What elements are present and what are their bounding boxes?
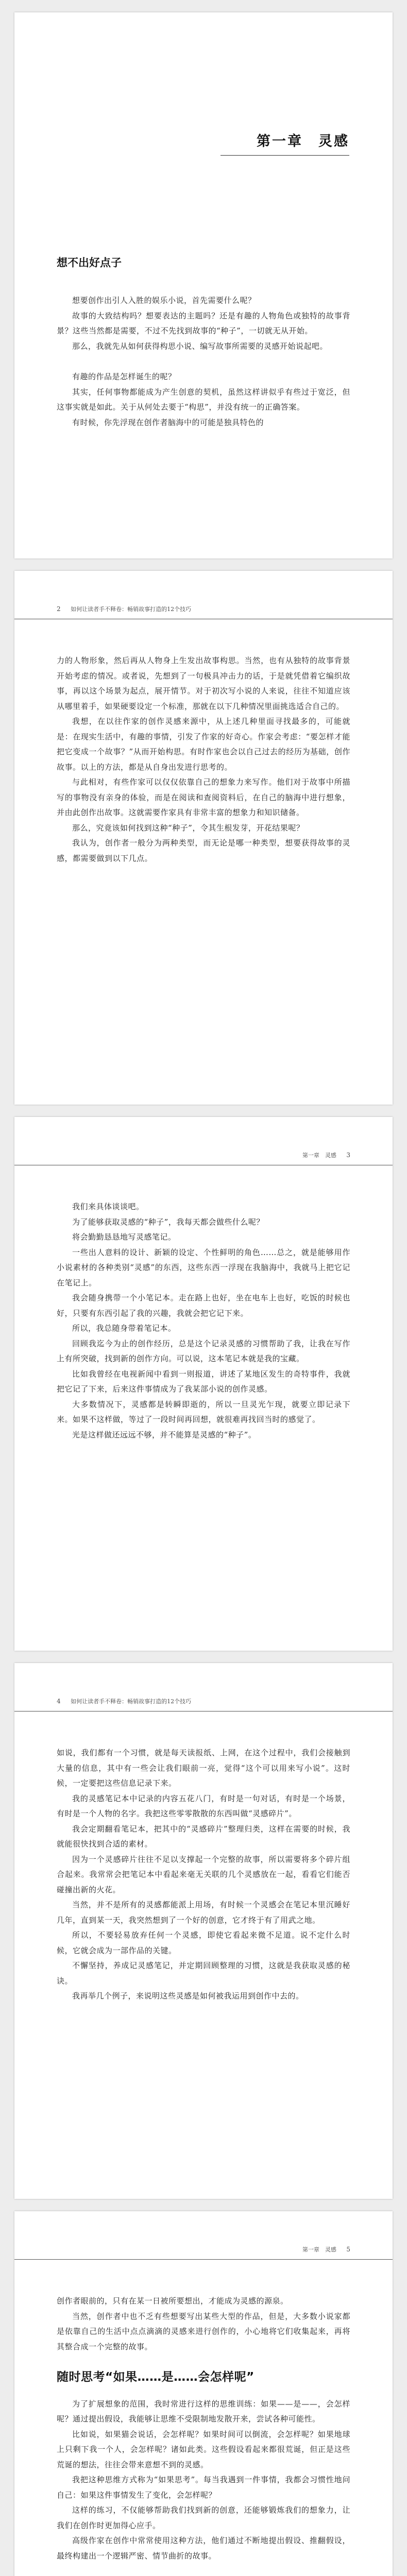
running-header-title: 第一章 灵感 [302,2246,336,2253]
page-number: 5 [346,2246,350,2253]
body-text [57,293,350,430]
paragraph: 力的人物形象，然后再从人物身上生发出故事构思。当然，也有从独特的故事背景开始考虑的情况。或者说，先想到了一句极具冲击力的话，于是就凭借着它编织故事，再以这个场景为起点，展开情节。对于初次写小说的人来说，往往不知道应该从哪里着手，如果硬要设定一个标准，那就在以下几种情况里面挑选适合自己的。 [57,656,350,711]
section-heading: 想不出好点子 [57,257,122,269]
paragraph: 高级作家在创作中常常使用这种方法，他们通过不断地提出假设、推翻假设，最终构建出一个逻辑严密、情节曲折的故事。 [57,2536,350,2561]
page-number: 3 [346,1151,350,1159]
body-text [57,1745,350,2004]
running-header [14,1697,393,1711]
running-header-title: 第一章 灵感 [302,1152,336,1159]
book-page-5 [14,2211,393,2576]
paragraph: 为了扩展想象的范围，我时常进行这样的思维训练：如果——是——，会怎样呢？通过提出假设，我能够让思维不受限制地发散开来，尝试各种可能性。 [57,2399,350,2424]
body-text [57,1199,350,1443]
chapter-title-block [221,130,349,156]
paragraph: 回顾我迄今为止的创作经历，总是这个记录灵感的习惯帮助了我，让我在写作上有所突破，找到新的创作方向。可以说，这本笔记本就是我的宝藏。 [57,1338,350,1363]
paragraph: 光是这样做还远远不够，并不能算是灵感的“种子”。 [72,1430,257,1439]
paragraph: 为了能够获取灵感的“种子”，我每天都会做些什么呢？ [72,1217,264,1227]
paragraph: 当然，并不是所有的灵感都能派上用场，有时候一个灵感会在笔记本里沉睡好几年，直到某一天，我突然想到了一个好的创意，它才终于有了用武之地。 [57,1900,350,1925]
book-page-3 [14,1117,393,1651]
chapter-title: 第一章 灵感 [257,133,349,149]
paragraph: 创作者眼前的，只有在某一日被所要想出，才能成为灵感的源泉。 [57,2296,289,2306]
paragraph: 那么，我就先从如何获得构思小说、编写故事所需要的灵感开始说起吧。 [72,341,328,351]
paragraph: 有时候，你先浮现在创作者脑海中的可能是独具特色的 [72,417,264,427]
paragraph: 大多数情况下，灵感都是转瞬即逝的，所以一旦灵光乍现，就要立即记录下来。如果不这样做，等过了一段时间再回想，就很难再找回当时的感觉了。 [57,1399,350,1424]
paragraph: 比如说，如果猫会说话，会怎样呢？如果时间可以倒流，会怎样呢？如果地球上只剩下我一个人，会怎样呢？诸如此类。这些假设看起来都很荒诞，但正是这些荒诞的想法，往往会带来意想不到的灵感。 [57,2429,350,2469]
paragraph: 如说，我们都有一个习惯，就是每天读报纸、上网，在这个过程中，我们会接触到大量的信息，其中有一些会让我们眼前一亮，觉得“这个可以用来写小说”。这时候，一定要把这些信息记录下来。 [57,1748,350,1788]
paragraph: 那么，究竟该如何找到这种“种子”，令其生根发芽，开花结果呢？ [72,823,304,833]
paragraph: 我再举几个例子，来说明这些灵感是如何被我运用到创作中去的。 [72,1991,304,2001]
paragraph: 我会定期翻看笔记本，把其中的“灵感碎片”整理归类，这样在需要的时候，我就能很快找到合适的素材。 [57,1824,350,1849]
paragraph: 因为一个灵感碎片往往不足以支撑起一个完整的故事，所以需要将多个碎片组合起来。我常常会把笔记本中看起来毫无关联的几个灵感放在一起，看看它们能否碰撞出新的火花。 [57,1854,350,1894]
paragraph: 所以，我总随身带着笔记本。 [72,1324,176,1333]
paragraph: 我的灵感笔记本中记录的内容五花八门，有时是一句对话，有时是一个场景，有时是一个人物的名字。我把这些零零散散的东西叫做“灵感碎片”。 [57,1793,350,1818]
running-header-title: 如何让读者手不释卷：畅销故事打造的12个技巧 [71,606,192,613]
paragraph: 与此相对，有些作家可以仅仅依靠自己的想象力来写作。他们对于故事中所描写的事物没有亲身的体验，而是在阅读和查阅资料后，在自己的脑海中进行想象，并由此创作出故事。这就需要作家具有非常丰富的想象力和知识储备。 [57,777,350,817]
paragraph: 我们来具体谈谈吧。 [72,1202,144,1211]
page-number: 2 [57,605,61,613]
paragraph: 我认为，创作者一般分为两种类型，而无论是哪一种类型，想要获得故事的灵感，都需要做到以下几点。 [57,838,350,863]
paragraph: 将会勤勤恳恳地写灵感笔记。 [72,1232,176,1242]
book-page-4 [14,1663,393,2199]
running-header [14,605,393,619]
page-number: 4 [57,1698,61,1705]
paragraph: 我想，在以往作家的创作灵感来源中，从上述几种里面寻找最多的，可能就是：在现实生活中，有趣的事情，引发了作家的好奇心。作家会考虑：“要怎样才能把它变成一个故事？”从而开始构思。有时作家也会以自己过去的经历为基础，创作故事。以上的方法，都是从自身出发进行思考的。 [57,717,350,772]
paragraph: 想要创作出引人入胜的娱乐小说，首先需要什么呢？ [72,296,256,305]
paragraph: 其实，任何事物都能成为产生创意的契机，虽然这样讲似乎有些过于宽泛，但这事实就是如此。关于从何处去要于“构思”，并没有统一的正确答案。 [57,387,350,412]
paragraph: 有趣的作品是怎样诞生的呢？ [72,372,176,381]
paragraph: 我把这种思维方式称为“如果思考”。每当我遇到一件事情，我都会习惯性地问自己：如果这件事情发生了变化，会怎样呢？ [57,2475,350,2500]
section-heading: 随时思考“如果……是……会怎样呢” [57,2370,255,2384]
book-page-1 [14,12,393,558]
running-header [14,1151,393,1165]
body-text [57,2294,350,2564]
paragraph: 所以，不要轻易放弃任何一个灵感，即使它看起来微不足道。说不定什么时候，它就会成为一部作品的关键。 [57,1930,350,1955]
paragraph: 我会随身携带一个小笔记本。走在路上也好，坐在电车上也好，吃饭的时候也好，只要有东西引起了我的兴趣，我就会把它记下来。 [57,1293,350,1318]
paragraph: 这样的练习，不仅能够帮助我们找到新的创意，还能够锻炼我们的想象力，让我们在创作时更加得心应手。 [57,2505,350,2530]
chapter-rule [221,155,349,156]
paragraph: 当然，创作者中也不乏有些想要写出某些大型的作品，但是，大多数小说家都是依靠自己的生活中点点滴滴的灵感来进行创作的，小心地将它们收集起来，再将其整合成一个完整的故事。 [57,2311,350,2351]
paragraph: 比如我曾经在电视新闻中看到一则报道，讲述了某地区发生的奇特事件，我就把它记了下来，后来这件事情成为了我某部小说的创作灵感。 [57,1369,350,1394]
paragraph: 不懈坚持，养成记灵感笔记，并定期回顾整理的习惯，这就是我获取灵感的秘诀。 [57,1961,350,1986]
book-page-2 [14,571,393,1105]
paragraph: 一些出人意料的设计、新颖的设定、个性鲜明的角色……总之，就是能够用作小说素材的各种类别“灵感”的东西，这些东西一浮现在我脑海中，我就马上把它记在笔记上。 [57,1247,350,1287]
running-header-title: 如何让读者手不释卷：畅销故事打造的12个技巧 [71,1698,192,1705]
running-header [14,2245,393,2260]
body-text [57,653,350,866]
paragraph: 故事的大致结构吗？想要表达的主题吗？还是有趣的人物角色或独特的故事背景？这些当然都是需要，不过不先找到故事的“种子”，一切就无从开始。 [57,311,350,335]
